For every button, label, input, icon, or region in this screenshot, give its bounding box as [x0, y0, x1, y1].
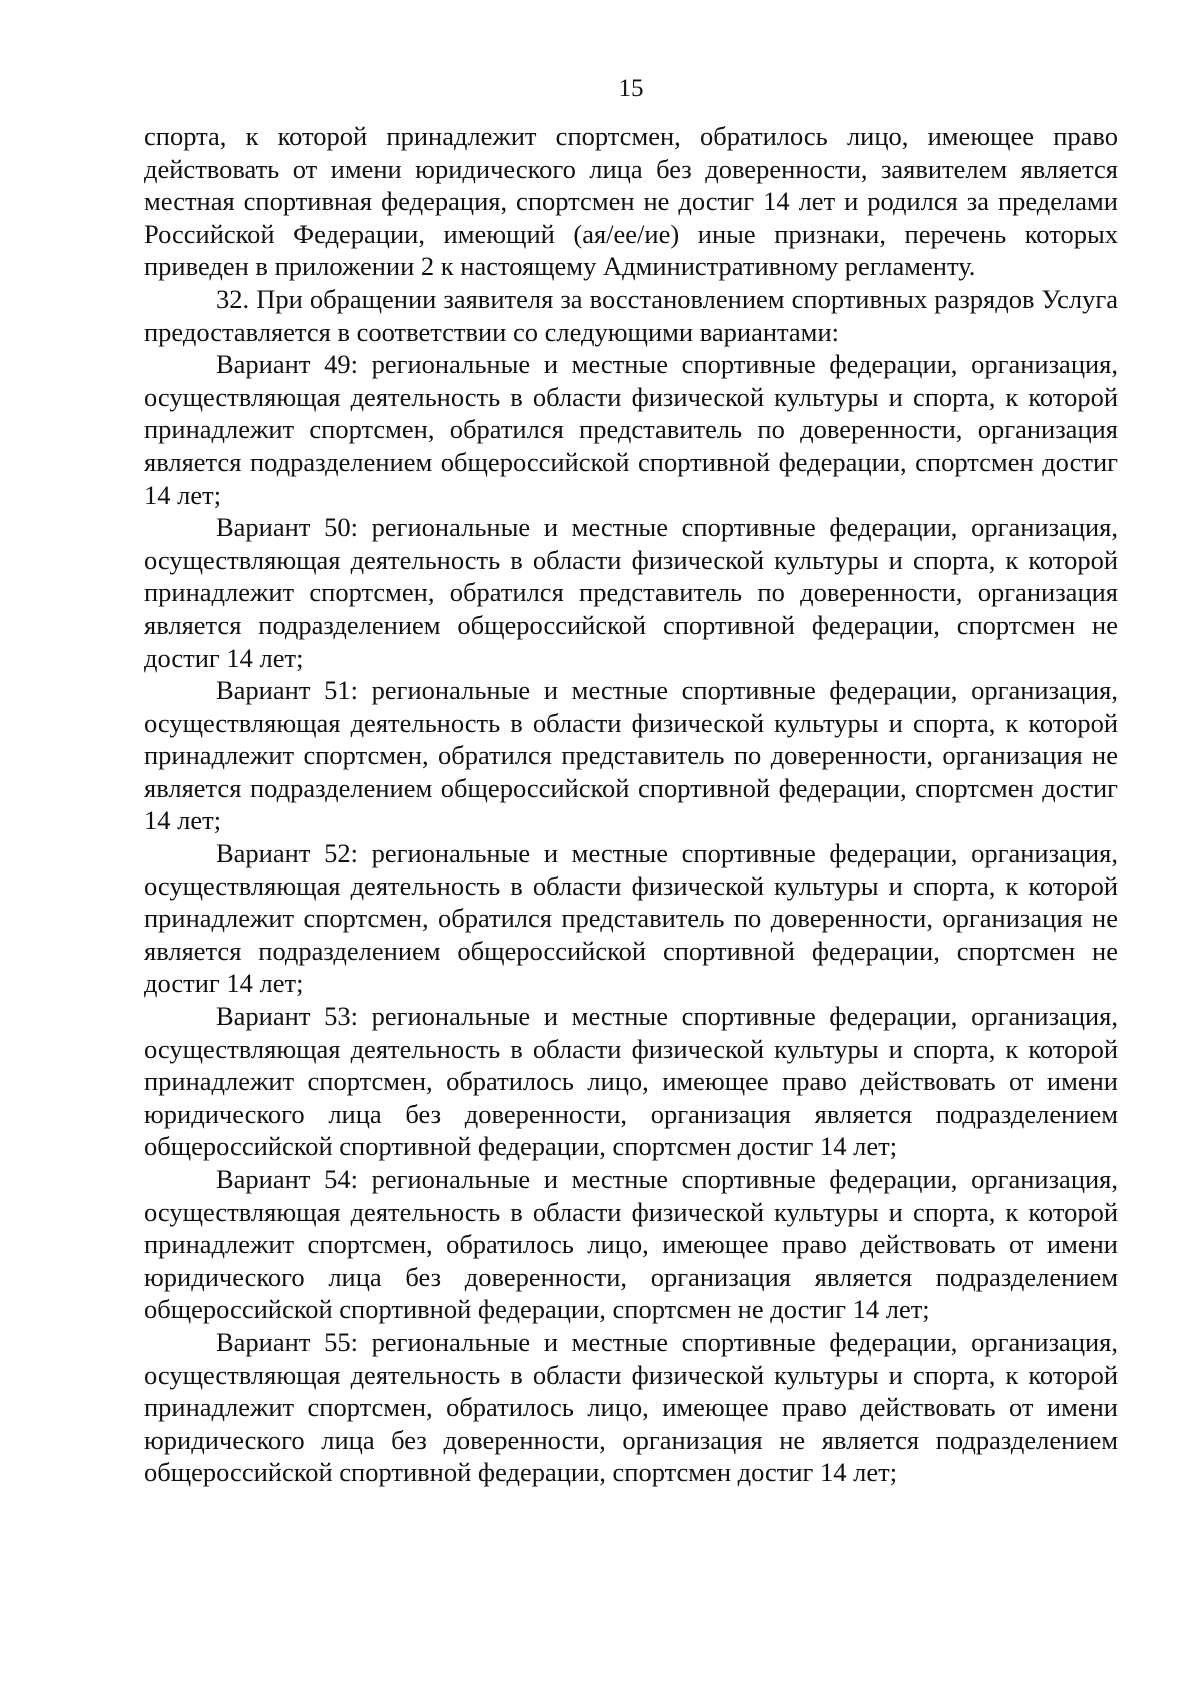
paragraph-variant-51: Вариант 51: региональные и местные спортивные федерации, организация, осуществляющая деятельность в области физической культуры и спорта, к которой принадлежит спортсмен, обратился представитель по доверенности, организация не является подразделением общероссийской спортивной федерации, спортсмен достиг 14 лет;: [144, 675, 1118, 836]
paragraph-continuation: спорта, к которой принадлежит спортсмен, обратилось лицо, имеющее право действовать от имени юридического лица без доверенности, заявителем является местная спортивная федерация, спортсмен не достиг 14 лет и родился за пределами Российской Федерации, имеющий (ая/ее/ие) иные признаки, перечень которых приведен в приложении 2 к настоящему Административному регламенту.: [144, 121, 1118, 282]
paragraph-variant-55: Вариант 55: региональные и местные спортивные федерации, организация, осуществляющая деятельность в области физической культуры и спорта, к которой принадлежит спортсмен, обратилось лицо, имеющее право действовать от имени юридического лица без доверенности, организация не является подразделением общероссийской спортивной федерации, спортсмен достиг 14 лет;: [144, 1326, 1118, 1488]
paragraph-item-32: 32. При обращении заявителя за восстановлением спортивных разрядов Услуга предоставляется в соответствии со следующими вариантами:: [144, 283, 1118, 347]
paragraph-variant-50: Вариант 50: региональные и местные спортивные федерации, организация, осуществляющая деятельность в области физической культуры и спорта, к которой принадлежит спортсмен, обратился представитель по доверенности, организация является подразделением общероссийской спортивной федерации, спортсмен не достиг 14 лет;: [144, 512, 1118, 673]
paragraph-variant-54: Вариант 54: региональные и местные спортивные федерации, организация, осуществляющая деятельность в области физической культуры и спорта, к которой принадлежит спортсмен, обратилось лицо, имеющее право действовать от имени юридического лица без доверенности, организация является подразделением общероссийской спортивной федерации, спортсмен не достиг 14 лет;: [144, 1164, 1118, 1325]
paragraph-variant-53: Вариант 53: региональные и местные спортивные федерации, организация, осуществляющая деятельность в области физической культуры и спорта, к которой принадлежит спортсмен, обратилось лицо, имеющее право действовать от имени юридического лица без доверенности, организация является подразделением общероссийской спортивной федерации, спортсмен достиг 14 лет;: [144, 1001, 1118, 1162]
page-number: 15: [618, 75, 644, 102]
paragraph-variant-49: Вариант 49: региональные и местные спортивные федерации, организация, осуществляющая деятельность в области физической культуры и спорта, к которой принадлежит спортсмен, обратился представитель по доверенности, организация является подразделением общероссийской спортивной федерации, спортсмен достиг 14 лет;: [144, 349, 1118, 510]
paragraph-variant-52: Вариант 52: региональные и местные спортивные федерации, организация, осуществляющая деятельность в области физической культуры и спорта, к которой принадлежит спортсмен, обратился представитель по доверенности, организация не является подразделением общероссийской спортивной федерации, спортсмен не достиг 14 лет;: [144, 838, 1118, 999]
document-body: [144, 120, 1118, 1489]
